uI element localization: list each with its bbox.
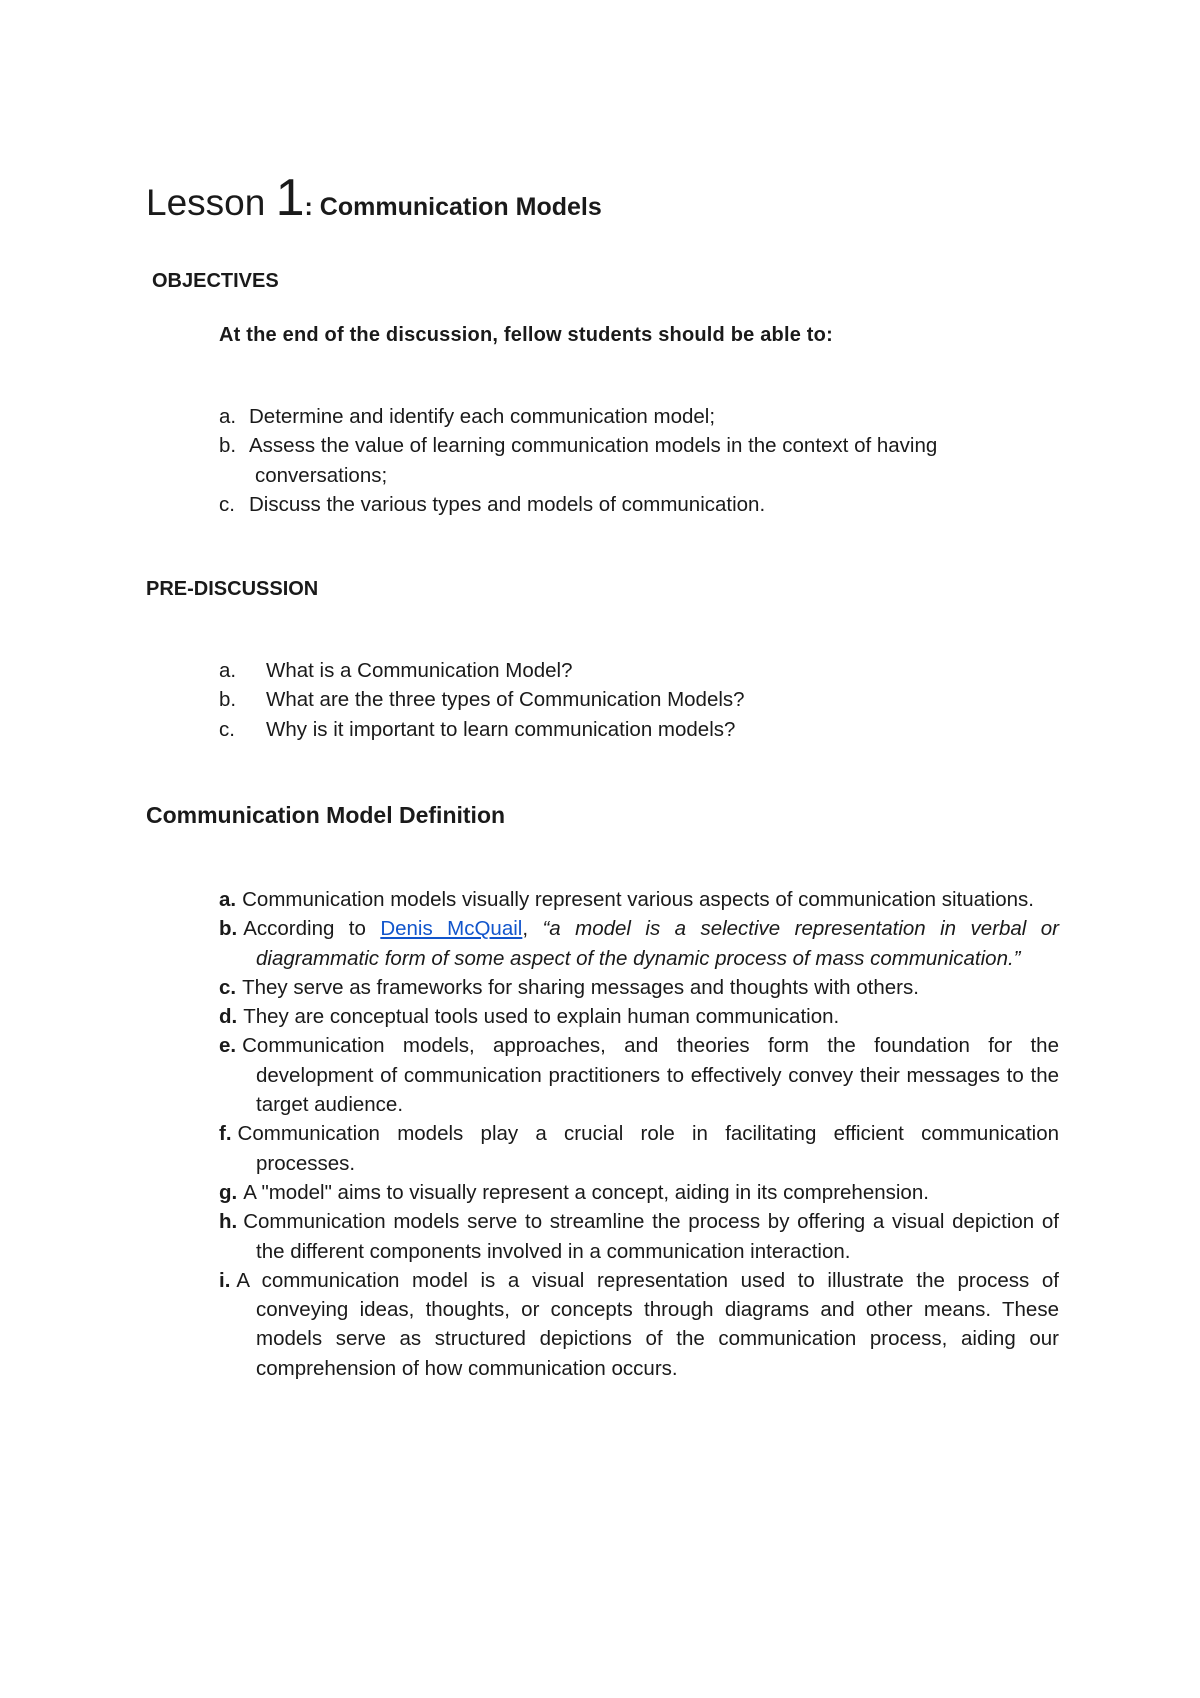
title-separator: : (304, 193, 320, 221)
definition-heading: Communication Model Definition (146, 802, 506, 828)
list-item (219, 1031, 1059, 1119)
list-text: They serve as frameworks for sharing messages and thoughts with others. (242, 975, 919, 999)
title-lesson-word: Lesson (146, 182, 276, 223)
list-item (219, 402, 937, 431)
list-text: Discuss the various types and models of communication. (249, 492, 766, 516)
list-marker: f. (219, 1122, 232, 1146)
list-item (219, 490, 937, 519)
list-text: A "model" aims to visually represent a concept, aiding in its comprehension. (243, 1180, 929, 1204)
list-text: Why is it important to learn communication models? (266, 717, 736, 741)
list-text: Determine and identify each communication model; (249, 405, 716, 428)
list-marker: g. (219, 1180, 238, 1204)
list-text: Communication models serve to streamline the process by offering a visual depiction of the different components involved in a communication interaction. (243, 1210, 1059, 1263)
objectives-lead: At the end of the discussion, fellow students should be able to: (219, 324, 833, 346)
list-text: Assess the value of learning communication models in the context of having (249, 434, 938, 458)
list-item (219, 973, 1059, 1002)
list-marker: c. (219, 492, 235, 516)
list-marker: a. (219, 659, 237, 682)
list-item (219, 431, 937, 490)
list-marker: a. (219, 405, 237, 428)
list-text: Communication models visually represent various aspects of communication situations. (242, 888, 1034, 911)
list-text: What is a Communication Model? (266, 659, 573, 682)
mcquail-quote: “a model is a selective representation in verbal or diagrammatic form of some aspect of the dynamic process of mass communication.” (256, 917, 1059, 970)
list-item (219, 914, 1059, 973)
list-item (219, 1207, 1059, 1266)
list-marker: e. (219, 1034, 237, 1058)
pre-discussion-heading: PRE-DISCUSSION (146, 578, 319, 600)
denis-mcquail-link[interactable]: Denis McQuail (380, 917, 523, 941)
list-marker: c. (219, 717, 235, 741)
title-lesson-number: 1 (275, 169, 305, 227)
list-text: What are the three types of Communication Models? (266, 688, 745, 712)
list-item (219, 1178, 1059, 1207)
list-marker: h. (219, 1210, 238, 1234)
list-item (219, 656, 745, 685)
list-text-continuation: conversations; (255, 463, 388, 487)
list-marker: c. (219, 975, 237, 999)
list-item (219, 885, 1059, 914)
title-subtitle: Communication Models (319, 193, 602, 221)
list-marker: d. (219, 1005, 238, 1029)
list-item (219, 1119, 1059, 1178)
objectives-heading: OBJECTIVES (152, 270, 279, 292)
list-text: , (522, 917, 543, 941)
list-item (219, 685, 745, 714)
list-text: According to (243, 917, 381, 941)
list-text: Communication models play a crucial role in facilitating efficient communication processes. (237, 1122, 1059, 1175)
list-item (219, 715, 745, 744)
list-marker: a. (219, 888, 237, 911)
objectives-list (219, 402, 937, 519)
list-marker: i. (219, 1268, 231, 1292)
list-marker: b. (219, 434, 237, 458)
list-text: Communication models, approaches, and theories form the foundation for the development of communication practitioners to effectively convey their messages to the target audience. (242, 1034, 1059, 1117)
definition-list (219, 885, 1059, 1383)
lesson-title (146, 169, 602, 227)
list-item (219, 1002, 1059, 1031)
list-marker: b. (219, 917, 238, 941)
pre-discussion-list (219, 656, 745, 744)
list-text: A communication model is a visual representation used to illustrate the process of conveying ideas, thoughts, or concepts through diagrams and other means. These models serve as structured depictions of the communication process, aiding our comprehension of how communication occurs. (236, 1268, 1059, 1380)
list-marker: b. (219, 688, 237, 712)
list-text: They are conceptual tools used to explain human communication. (243, 1005, 840, 1029)
list-item (219, 1266, 1059, 1383)
